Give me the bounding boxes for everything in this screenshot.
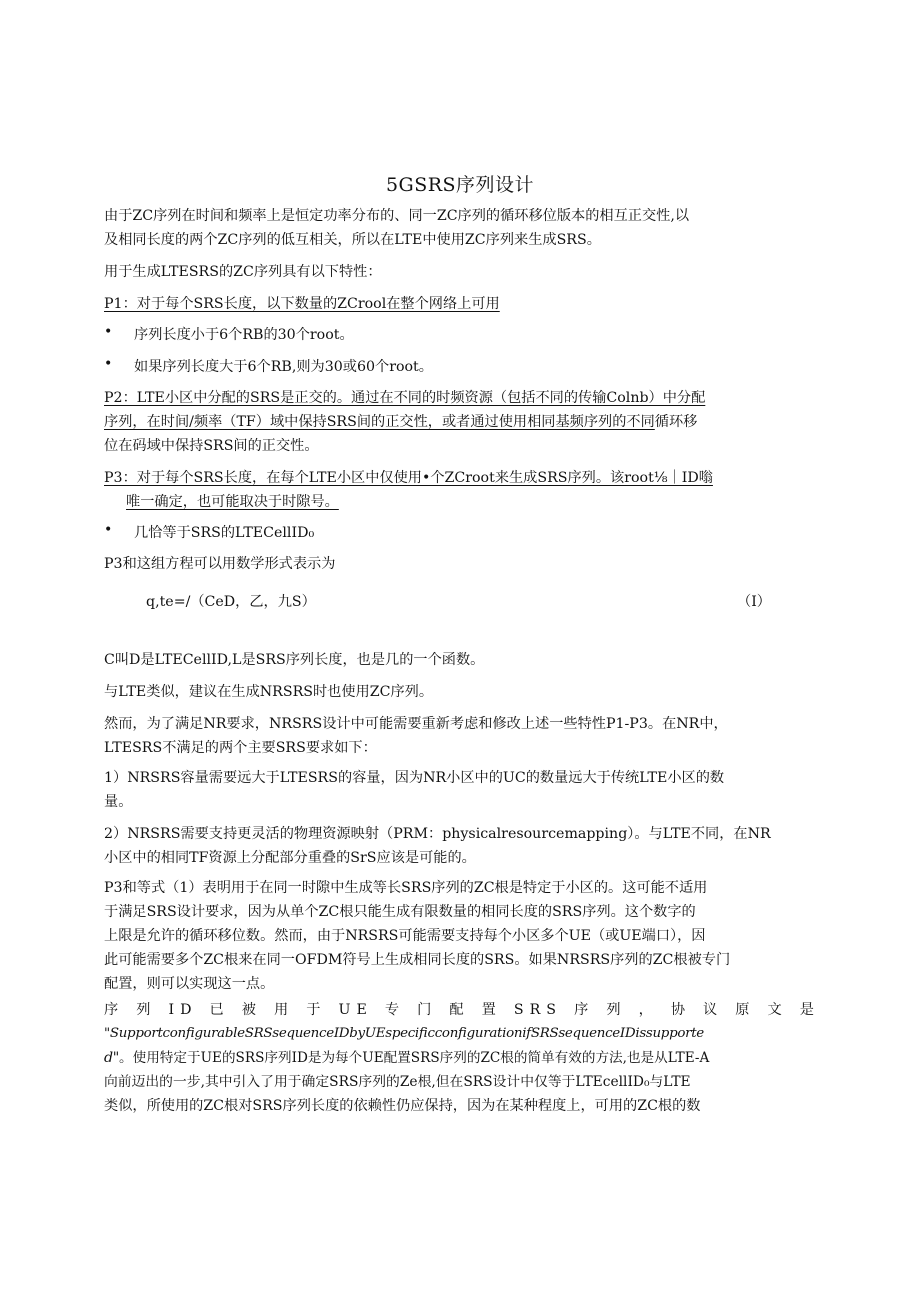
text-line: 上限是允许的循环移位数。然而，由于NRSRS可能需要支持每个小区多个UE（或UE端口），因 — [104, 928, 706, 944]
paragraph-intro — [104, 204, 820, 252]
quote-line: "SupportconfigurableSRSsequenceIDbyUEspecificconfigurationifSRSsequenceIDissupporte — [104, 1026, 704, 1041]
list-item: 如果序列长度大于6个RB,则为30或60个root。 — [134, 359, 433, 375]
text-line: 唯一确定，也可能取决于时隙号。 — [126, 494, 339, 510]
paragraph-sequence-id — [104, 998, 820, 1118]
paragraph-zc-root — [104, 876, 820, 996]
text-line: 2）NRSRS需要支持更灵活的物理资源映射（PRM：physicalresourcemapping）。与LTE不同，在NR — [104, 826, 771, 842]
paragraph-definitions: C叫D是LTECellID,L是SRS序列长度，也是几的一个函数。 — [104, 652, 485, 668]
list-item: 序列长度小于6个RB的30个root。 — [134, 327, 354, 343]
paragraph-req-1 — [104, 766, 820, 814]
text-line: 于满足SRS设计要求，因为从单个ZC根只能生成有限数量的相同长度的SRS序列。这个数字的 — [104, 904, 696, 920]
paragraph-nr-zc: 与LTE类似，建议在生成NRSRS时也使用ZC序列。 — [104, 684, 434, 700]
text-line: 小区中的相同TF资源上分配部分重叠的SrS应该是可能的。 — [104, 850, 476, 866]
bullet-mark: • — [104, 324, 113, 340]
text-line: 位在码域中保持SRS间的正交性。 — [104, 438, 319, 454]
text-line: P3：对于每个SRS长度，在每个LTE小区中仅使用•个ZCroot来生成SRS序列。该root⅛｜ID嗡 — [104, 470, 713, 486]
text-line: 然而，为了满足NR要求，NRSRS设计中可能需要重新考虑和修改上述一些特性P1-P3。在NR中， — [104, 716, 728, 732]
text-line — [104, 410, 820, 434]
text-line: 类似，所使用的ZC根对SRS序列长度的依赖性仍应保持，因为在某种程度上，可用的ZC根的数 — [104, 1098, 701, 1114]
text-line: 量。 — [104, 794, 133, 810]
quote-end: d" — [104, 1050, 120, 1066]
text-line: 序列ID已被用于UE专门配置SRS序列，协议原文是 — [104, 1002, 820, 1018]
text-line: 此可能需要多个ZC根来在同一OFDM符号上生成相同长度的SRS。如果NRSRS序列的ZC根被专门 — [104, 952, 731, 968]
list-item: 几恰等于SRS的LTECellID₀ — [134, 525, 315, 541]
text-line: 由于ZC序列在时间和频率上是恒定功率分布的、同一ZC序列的循环移位版本的相互正交性,以 — [104, 208, 690, 224]
text-line — [104, 1046, 820, 1070]
text-span: 。使用特定于UE的SRS序列ID是为每个UE配置SRS序列的ZC根的简单有效的方法,也是从LTE-A — [119, 1050, 710, 1066]
text-line: 及相同长度的两个ZC序列的低互相关，所以在LTE中使用ZC序列来生成SRS。 — [104, 232, 601, 248]
text-line: P3和等式（1）表明用于在同一时隙中生成等长SRS序列的ZC根是特定于小区的。这可能不适用 — [104, 880, 708, 896]
text-line: 向前迈出的一步,其中引入了用于确定SRS序列的Ze根,但在SRS设计中仅等于LTEcellID₀与LTE — [104, 1074, 691, 1090]
p1-heading — [104, 292, 820, 316]
paragraph-p2 — [104, 386, 820, 458]
p1-heading-text: P1：对于每个SRS长度，以下数量的ZCrool在整个网络上可用 — [104, 296, 500, 312]
paragraph-nr-requirements — [104, 712, 820, 760]
text-line: LTESRS不满足的两个主要SRS要求如下： — [104, 740, 377, 756]
bullet-mark: • — [104, 356, 113, 372]
text-line: P2：LTE小区中分配的SRS是正交的。通过在不同的时频资源（包括不同的传输Colnb）中分配 — [104, 390, 706, 406]
paragraph-req-2 — [104, 822, 820, 870]
paragraph-properties-lead: 用于生成LTESRS的ZC序列具有以下特性： — [104, 264, 382, 280]
text-line: 1）NRSRS容量需要远大于LTESRS的容量，因为NR小区中的UC的数量远大于传统LTE小区的数 — [104, 770, 725, 786]
text-span: 循环移 — [654, 414, 698, 430]
bullet-mark: • — [104, 522, 113, 538]
paragraph-p3 — [104, 466, 820, 514]
equation: q,te=/（CeD，乙，九S） — [146, 594, 316, 610]
page-title: 5GSRS序列设计 — [385, 174, 535, 196]
text-span: 序列，在时间/频率（TF）域中保持SRS间的正交性，或者通过使用相同基频序列的不同 — [104, 414, 655, 430]
text-line: 配置，则可以实现这一点。 — [104, 976, 275, 992]
paragraph-math-intro: P3和这组方程可以用数学形式表示为 — [104, 556, 336, 572]
equation-number: （I） — [737, 594, 771, 610]
